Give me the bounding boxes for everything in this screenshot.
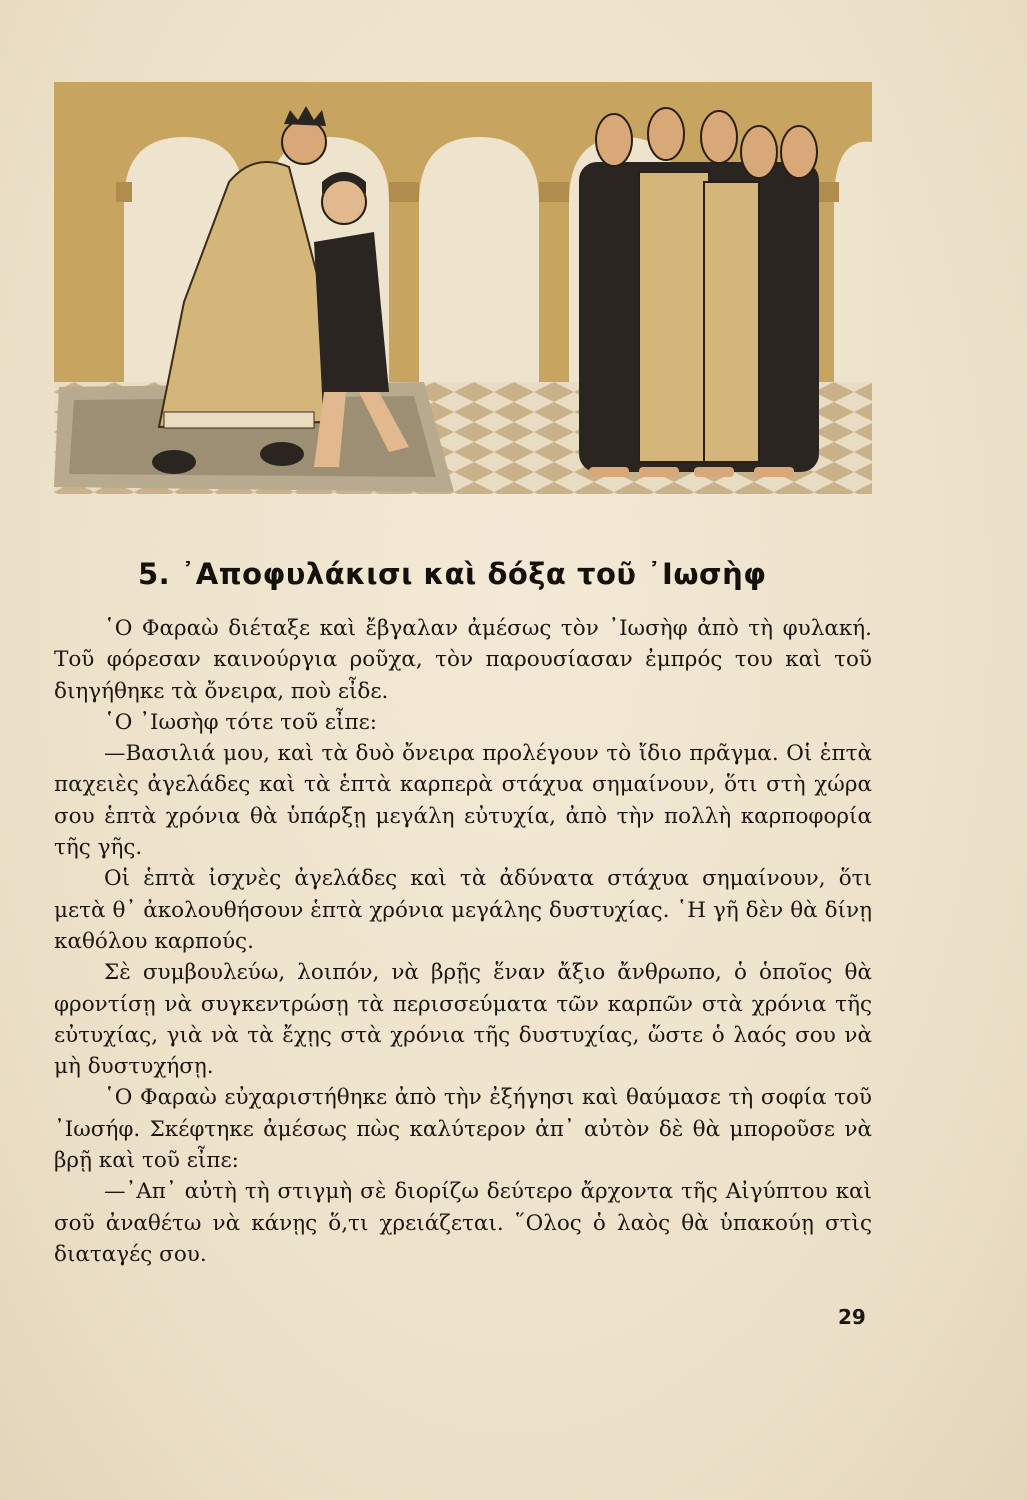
chapter-title: 5. ᾿Αποφυλάκισι καὶ δόξα τοῦ ᾿Ιωσὴφ <box>138 557 767 591</box>
paragraph: —᾿Απ᾿ αὐτὴ τὴ στιγμὴ σὲ διορίζω δεύτερο ἄρχοντα τῆς Αἰγύπτου καὶ σοῦ ἀναθέτω νὰ κάνῃς ὅ,τι χρειάζεται. ῞Ολος ὁ λαὸς θὰ ὑπακούῃ στὶς διαταγές σου. <box>54 1179 872 1267</box>
brothers-group <box>579 108 819 477</box>
page-number: 29 <box>838 1305 866 1329</box>
paragraph: Σὲ συμβουλεύω, λοιπόν, νὰ βρῇς ἕναν ἄξιο ἄνθρωπο, ὁ ὁποῖος θὰ φροντίσῃ νὰ συγκεντρώσῃ τὰ περισσεύματα τῶν καρπῶν στὰ χρόνια τῆς εὐτυχίας, γιὰ νὰ τὰ ἔχῃς στὰ χρόνια τῆς δυστυχίας, ὥστε ὁ λαός σου νὰ μὴ δυστυχήσῃ. <box>54 960 872 1080</box>
paragraph: Οἱ ἑπτὰ ἰσχνὲς ἀγελάδες καὶ τὰ ἀδύνατα στάχυα σημαίνουν, ὅτι μετὰ θ᾿ ἀκολουθήσουν ἑπτὰ χρόνια μεγάλης δυστυχίας. ῾Η γῆ δὲν θὰ δίνῃ καθόλου καρπούς. <box>54 866 872 954</box>
paragraph: ῾Ο ᾿Ιωσὴφ τότε τοῦ εἶπε: <box>104 709 377 735</box>
chapter-body <box>54 613 872 1270</box>
paragraph: —Βασιλιά μου, καὶ τὰ δυὸ ὄνειρα προλέγουν τὸ ἴδιο πρᾶγμα. Οἱ ἑπτὰ παχειὲς ἀγελάδες καὶ τὰ ἑπτὰ καρπερὰ στάχυα σημαίνουν, ὅτι στὴ χώρα σου ἑπτὰ χρόνια θὰ ὑπάρξῃ μεγάλη εὐτυχία, ἀπὸ τὴν πολλὴ καρποφορία τῆς γῆς. <box>54 741 872 861</box>
paragraph: ῾Ο Φαραὼ διέταξε καὶ ἔβγαλαν ἀμέσως τὸν ᾿Ιωσὴφ ἀπὸ τὴ φυλακή. Τοῦ φόρεσαν καινούργια ροῦχα, τὸν παρουσίασαν ἐμπρός του καὶ τοῦ διηγήθηκε τὰ ὄνειρα, ποὺ εἶδε. <box>54 616 872 704</box>
paragraph: ῾Ο Φαραὼ εὐχαριστήθηκε ἀπὸ τὴν ἐξήγησι καὶ θαύμασε τὴ σοφία τοῦ ᾿Ιωσήφ. Σκέφτηκε ἀμέσως πὼς καλύτερον ἀπ᾿ αὐτὸν δὲ θὰ μποροῦσε νὰ βρῇ καὶ τοῦ εἶπε: <box>54 1085 872 1174</box>
joseph-pharaoh-illustration <box>54 82 872 494</box>
